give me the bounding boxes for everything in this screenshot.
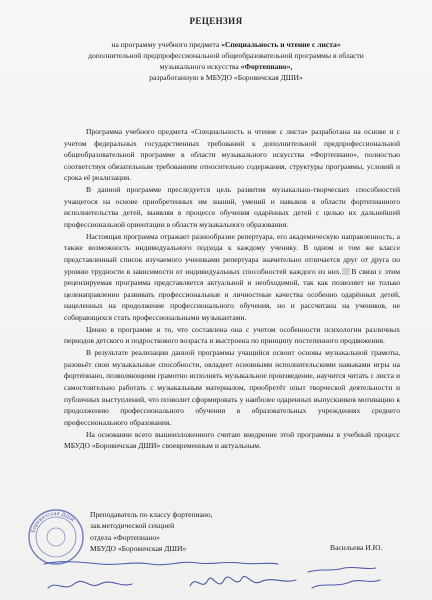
paragraph-part: В связи с этим рецензируемая программа представляется актуальной и необходимой, так как позволяет не только целенаправленно развивать профессиональные и личностные качества особенно одарённых детей, нацеленных на продолжение профессионального обучения, но и рассчитана на учеников, не собирающихся стать профессиональными музыкантами. [64,266,400,322]
subtitle-prefix: на программу учебного предмета [111,40,222,49]
stamp-text: Боровичская ДШИ [30,510,76,534]
subtitle-line4: разработанную в МБУДО «Боровичская ДШИ» [149,73,303,82]
paragraph: Программа учебного предмета «Специальность и чтение с листа» разработана на основе и с учетом федеральных государственных требований к дополнительной предпрофессиональной общеобразовательной программе в области музыкального искусства «Фортепиано», полностью соответствуя обязательным требованиям относительно содержания, структуры программы, условий и срока её реализации. [64,127,400,183]
handwritten-signatures [40,558,400,600]
program-name: «Фортепиано», [240,62,293,71]
review-body [64,126,400,452]
signer-name: Васильева И.Ю. [330,543,383,552]
signer-organization: МБУДО «Боровичская ДШИ» [90,544,187,554]
subtitle-prefix-2: музыкального искусства [159,62,241,71]
signature-block [90,509,213,555]
paragraph: В данной программе преследуется цель развития музыкально-творческих способностей учащегося на основе приобретенных им знаний, умений и навыков в области фортепианного исполнительства детей, выявляя в процессе обучения одарённых детей с целью их дальнейшей профессиональной ориентации в области музыкального образования. [64,185,400,229]
paragraph: Ценно в программе и то, что составлена она с учетом особенности психологии различных периодов детского и подросткового возраста и выстроена по принципу постепенного продвижения. [64,324,400,346]
paragraph: На основании всего вышеизложенного считаю внедрение этой программы в учебный процесс МБУДО «Боровичская ДШИ» своевременным и актуальным. [64,429,400,451]
redaction-mark [342,268,350,275]
subtitle-line2: дополнительной предпрофессиональной общеобразовательной программы в области [88,51,364,60]
subtitle-line1 [60,40,392,51]
paragraph: В результате реализации данной программы учащийся освоит основы музыкальной грамоты, разовьёт свои музыкальные способности, овладеет основными исполнительскими навыками игры на фортепиано, позволяющими грамотно исполнять музыкальное произведение, научится читать с листа и самостоятельно работать с музыкальным материалом, приобретёт опыт творческой деятельности и публичных выступлений, что позволит сформировать у наиболее одаренных выпускников мотивацию к продолжению профессионального обучения в образовательных учреждениях среднего профессионального образования. [64,348,400,427]
signer-department: отдела «Фортепиано» [90,532,160,542]
subtitle-line3 [60,62,392,73]
document-title: РЕЦЕНЗИЯ [189,16,243,26]
paragraph [64,231,400,323]
signer-role: зав.методической секцией [90,521,175,531]
signer-position: Преподаватель по классу фортепиано, [90,510,213,519]
paragraph-part: Настоящая программа отражает разнообразие репертуара, его академическую направленность, а также возможность индивидуального подхода к каждому ученику. В одном и том же классе представленный список изучаемого учениками репертуара значительно отличается друг от друга по уровню трудности в зависимости от индивидуальных способностей каждого из них. [64,231,400,276]
subject-name: «Специальность и чтение с листа» [221,40,341,49]
